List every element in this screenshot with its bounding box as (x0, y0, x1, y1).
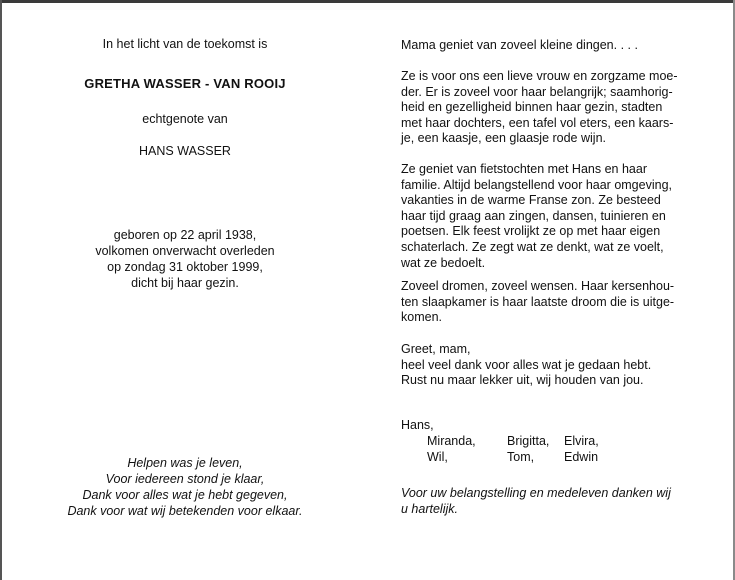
paragraph-3 (401, 162, 721, 271)
deceased-name: GRETHA WASSER - VAN ROOIJ (84, 76, 286, 91)
date-line: op zondag 31 oktober 1999, (107, 260, 263, 274)
text-line: Rust nu maar lekker uit, wij houden van jou. (401, 373, 644, 388)
child-name: Wil, (427, 449, 448, 464)
text-line: heid en gezelligheid binnen haar gezin, stadten (401, 100, 663, 115)
text-line: Ze is voor ons een lieve vrouw en zorgzame moe- (401, 69, 678, 83)
text-line: wat ze bedoelt. (401, 255, 486, 270)
poem-line: Voor iedereen stond je klaar, (105, 472, 265, 486)
children-row (427, 434, 599, 450)
date-line: dicht bij haar gezin. (131, 276, 239, 290)
text-line: Voor uw belangstelling en medeleven danken wij (401, 486, 671, 500)
children-row (427, 450, 599, 466)
date-line: volkomen onverwacht overleden (95, 244, 275, 258)
dates-block (40, 227, 330, 291)
child-name: Edwin (564, 449, 599, 464)
poem-line: Dank voor alles wat je hebt gegeven, (82, 488, 288, 502)
paragraph-1 (401, 38, 721, 54)
spouse-name: HANS WASSER (139, 144, 231, 158)
child-name: Brigitta, (507, 434, 550, 448)
text-line: komen. (401, 310, 442, 325)
text-line: Mama geniet van zoveel kleine dingen. . . . (401, 38, 638, 52)
paragraph-5 (401, 342, 721, 389)
card-top-edge (0, 0, 735, 3)
text-line: haar tijd graag aan zingen, dansen, tuinieren en (401, 208, 666, 223)
text-line: Greet, mam, (401, 342, 471, 356)
text-line: Zoveel dromen, zoveel wensen. Haar kersenhou- (401, 279, 675, 293)
poem-line: Helpen was je leven, (127, 456, 243, 470)
text-line: u hartelijk. (401, 501, 458, 516)
child-name: Tom, (507, 449, 535, 464)
text-line: familie. Altijd belangstellend voor haar omgeving, (401, 177, 672, 192)
poem (40, 455, 330, 519)
card-left-edge (0, 0, 2, 580)
text-line: schaterlach. Ze zegt wat ze denkt, wat ze voelt, (401, 239, 664, 254)
child-name: Elvira, (564, 434, 599, 448)
text-line: der. Er is zoveel voor haar belangrijk; saamhorig- (401, 84, 673, 99)
signoff: Hans, (401, 418, 434, 432)
date-line: geboren op 22 april 1938, (113, 228, 257, 242)
text-line: met haar dochters, een tafel vol eters, een kaars- (401, 115, 674, 130)
text-line: poetsen. Elk feest vrolijkt ze op met haar eigen (401, 224, 661, 239)
text-line: Ze geniet van fietstochten met Hans en haar (401, 162, 647, 176)
text-line: vakanties in de warme Franse zon. Ze besteed (401, 193, 661, 208)
paragraph-4 (401, 279, 721, 326)
child-name: Miranda, (427, 434, 476, 448)
spouse-intro: echtgenote van (142, 112, 228, 126)
text-line: heel veel dank voor alles wat je gedaan hebt. (401, 357, 652, 372)
intro-line: In het licht van de toekomst is (102, 37, 268, 51)
text-line: ten slaapkamer is haar laatste droom die is uitge- (401, 294, 675, 309)
children-names (427, 434, 599, 465)
paragraph-2 (401, 69, 721, 147)
text-line: je, een kaasje, een glaasje rode wijn. (401, 131, 606, 146)
poem-line: Dank voor wat wij betekenden voor elkaar. (67, 504, 303, 518)
thanks-note (401, 486, 721, 517)
